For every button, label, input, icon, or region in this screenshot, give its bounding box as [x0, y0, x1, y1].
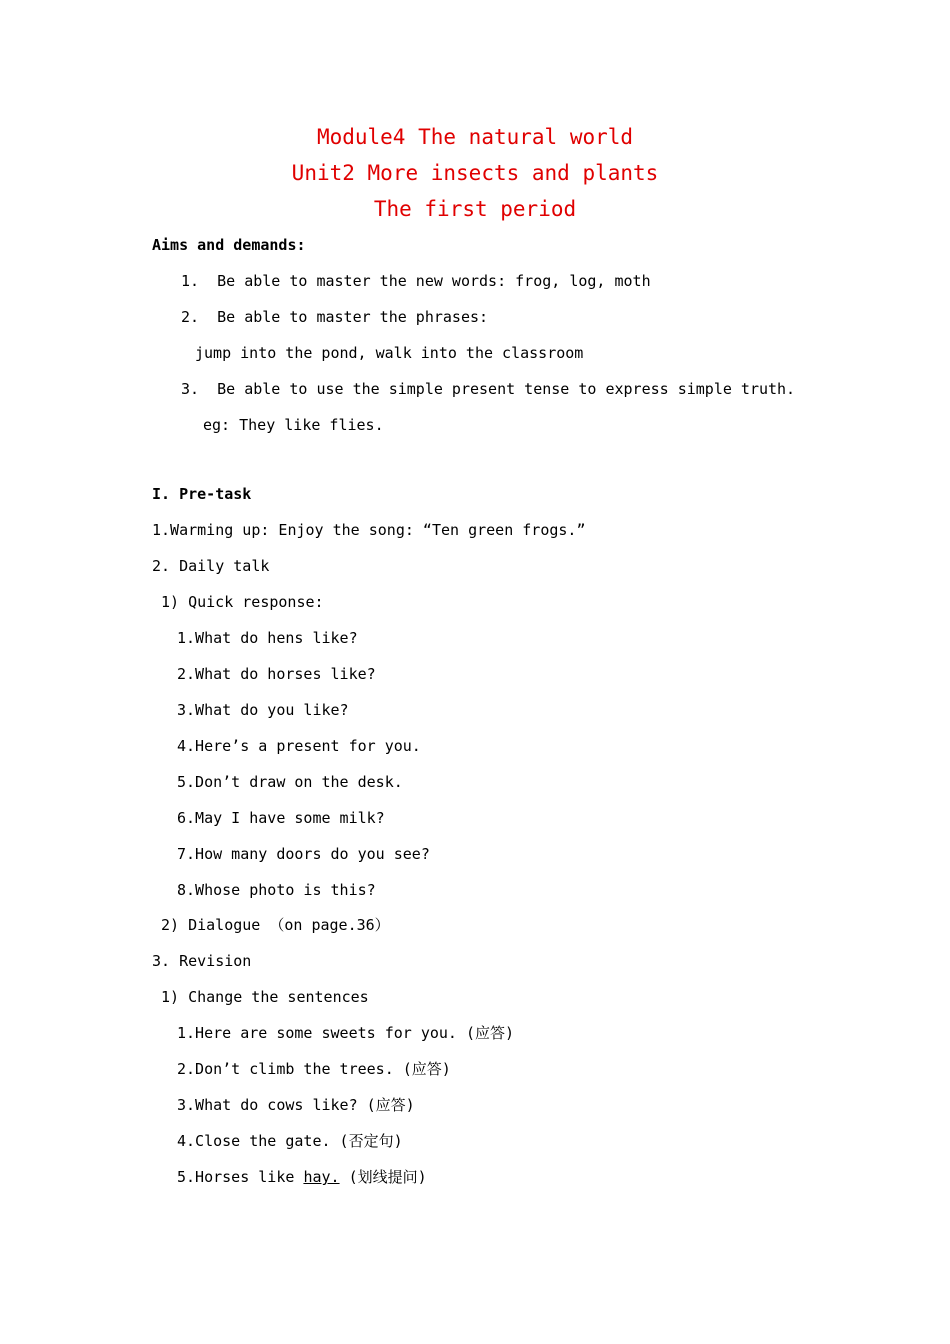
daily-talk: 2. Daily talk [152, 557, 270, 575]
question-item: 7.How many doors do you see? [177, 845, 430, 863]
period-title: The first period [373, 197, 577, 221]
pretask-heading: I. Pre-task [152, 485, 252, 503]
sentence-item: 2.Don’t climb the trees. (应答) [177, 1060, 451, 1078]
sentence-item: 3.What do cows like? (应答) [177, 1096, 415, 1114]
aims-heading: Aims and demands: [152, 236, 306, 254]
question-item: 5.Don’t draw on the desk. [177, 773, 403, 791]
sentence-prefix: 5.Horses like [177, 1168, 304, 1186]
question-item: 6.May I have some milk? [177, 809, 385, 827]
quick-response: 1) Quick response: [161, 593, 324, 611]
sentence-item: 1.Here are some sweets for you. (应答) [177, 1024, 515, 1042]
aims-item: 2. Be able to master the phrases: [181, 308, 489, 326]
question-item: 1.What do hens like? [177, 629, 358, 647]
sentence-item [177, 1167, 427, 1187]
change-sentences: 1) Change the sentences [161, 988, 369, 1006]
aims-item: jump into the pond, walk into the classroom [195, 344, 584, 362]
aims-item: 3. Be able to use the simple present tense to express simple truth. [181, 380, 796, 398]
question-item: 4.Here’s a present for you. [177, 737, 421, 755]
module-title: Module4 The natural world [316, 125, 634, 149]
question-item: 3.What do you like? [177, 701, 349, 719]
sentence-suffix: (划线提问) [339, 1168, 427, 1186]
dialogue: 2) Dialogue （on page.36） [161, 916, 390, 934]
revision: 3. Revision [152, 952, 252, 970]
sentence-item: 4.Close the gate. (否定句) [177, 1132, 403, 1150]
unit-title: Unit2 More insects and plants [291, 161, 659, 185]
question-item: 8.Whose photo is this? [177, 881, 376, 899]
aims-item: 1. Be able to master the new words: frog, log, moth [181, 272, 651, 290]
warming-up: 1.Warming up: Enjoy the song: “Ten green frogs.” [152, 521, 586, 539]
question-item: 2.What do horses like? [177, 665, 376, 683]
aims-example: eg: They like flies. [203, 416, 384, 434]
underlined-word: hay. [303, 1168, 340, 1186]
